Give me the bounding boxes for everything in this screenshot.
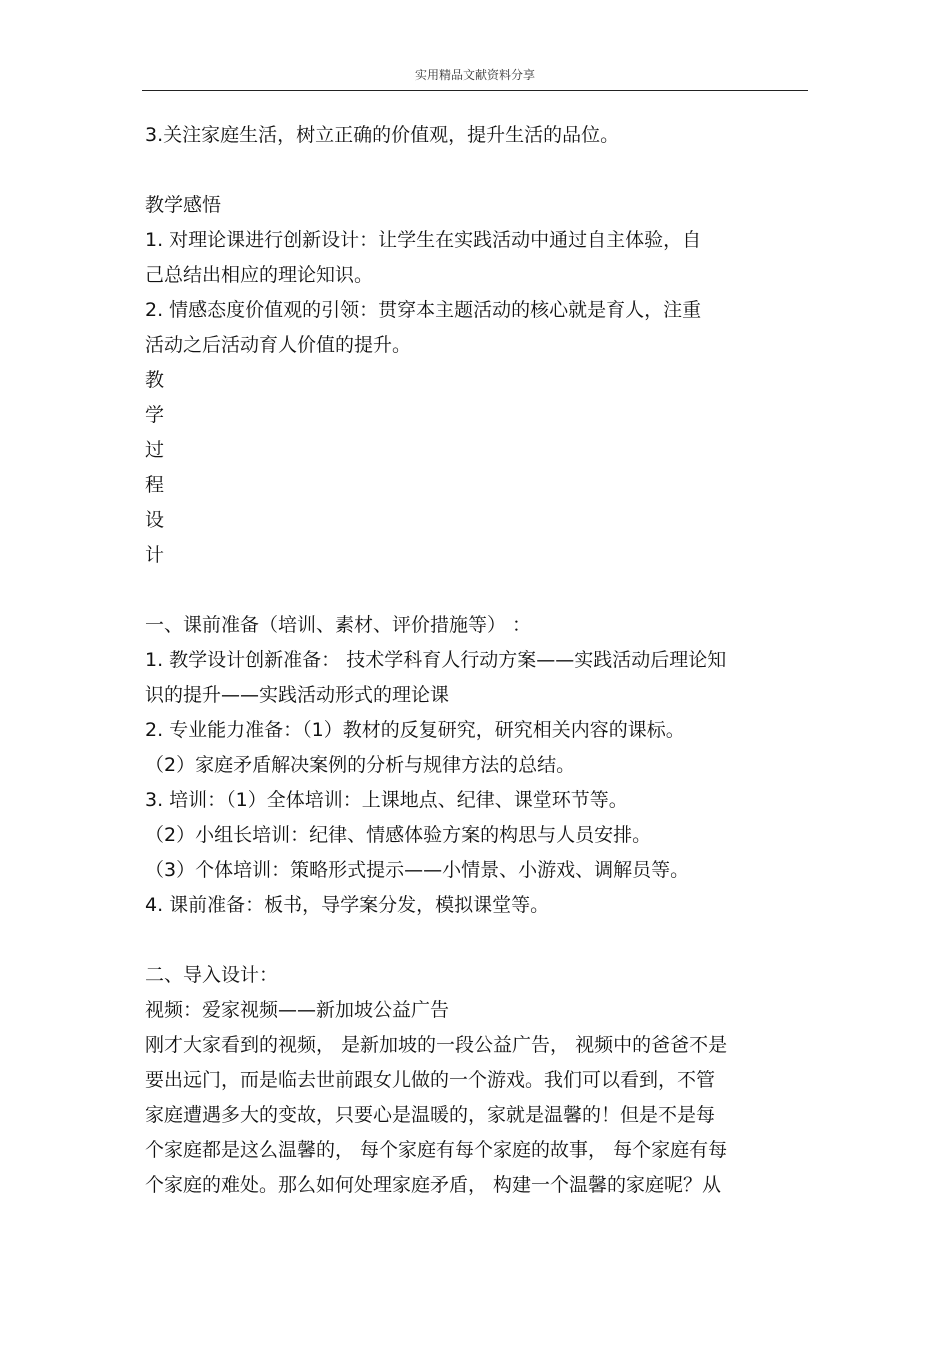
prep-item-1-cont: 识的提升——实践活动形式的理论课: [145, 684, 450, 706]
section-heading-reflection: 教学感悟: [145, 194, 222, 216]
document-body: [145, 118, 810, 1203]
section-heading-preparation: 一、课前准备（培训、素材、评价措施等） ：: [145, 614, 532, 636]
reflection-item-2-cont: 活动之后活动育人价值的提升。: [145, 334, 412, 356]
prep-item-2-sub: （2）家庭矛盾解决案例的分析与规律方法的总结。: [145, 754, 576, 776]
intro-video: 视频：爱家视频——新加坡公益广告: [145, 999, 450, 1021]
intro-paragraph-line: 要出远门，而是临去世前跟女儿做的一个游戏。我们可以看到，不管: [145, 1069, 716, 1091]
prep-item-3-sub-2: （2）小组长培训：纪律、情感体验方案的构思与人员安排。: [145, 824, 652, 846]
prep-item-1: 1. 教学设计创新准备： 技术学科育人行动方案——实践活动后理论知: [145, 649, 727, 671]
intro-paragraph-line: 个家庭的难处。那么如何处理家庭矛盾， 构建一个温馨的家庭呢？从: [145, 1174, 722, 1196]
reflection-item-1-cont: 己总结出相应的理论知识。: [145, 264, 374, 286]
vertical-heading-char: 设: [145, 509, 165, 531]
spacer: [145, 573, 810, 608]
page-header: 实用精品文献资料分享: [414, 68, 535, 82]
vertical-heading-char: 程: [145, 474, 165, 496]
vertical-heading-char: 过: [145, 439, 165, 461]
prep-item-4: 4. 课前准备：板书，导学案分发，模拟课堂等。: [145, 894, 550, 916]
spacer: [145, 153, 810, 188]
intro-paragraph-line: 刚才大家看到的视频， 是新加坡的一段公益广告， 视频中的爸爸不是: [145, 1034, 728, 1056]
spacer: [145, 923, 810, 958]
reflection-item-1: 1. 对理论课进行创新设计：让学生在实践活动中通过自主体验，自: [145, 229, 702, 251]
intro-paragraph-line: 个家庭都是这么温馨的， 每个家庭有每个家庭的故事， 每个家庭有每: [145, 1139, 728, 1161]
vertical-heading-char: 教: [145, 369, 165, 391]
section-heading-intro: 二、导入设计：: [145, 964, 279, 986]
vertical-heading-char: 计: [145, 544, 165, 566]
vertical-heading-char: 学: [145, 404, 165, 426]
reflection-item-2: 2. 情感态度价值观的引领：贯穿本主题活动的核心就是育人，注重: [145, 299, 702, 321]
intro-paragraph-line: 家庭遭遇多大的变故，只要心是温暖的，家就是温馨的！但是不是每: [145, 1104, 716, 1126]
prep-item-2: 2. 专业能力准备：（1）教材的反复研究，研究相关内容的课标。: [145, 719, 685, 741]
header-divider: [142, 90, 808, 91]
prep-item-3-sub-3: （3）个体培训：策略形式提示——小情景、小游戏、调解员等。: [145, 859, 690, 881]
prep-item-3: 3. 培训：（1）全体培训：上课地点、纪律、课堂环节等。: [145, 789, 628, 811]
goal-item-3: 3.关注家庭生活，树立正确的价值观，提升生活的品位。: [145, 124, 620, 146]
